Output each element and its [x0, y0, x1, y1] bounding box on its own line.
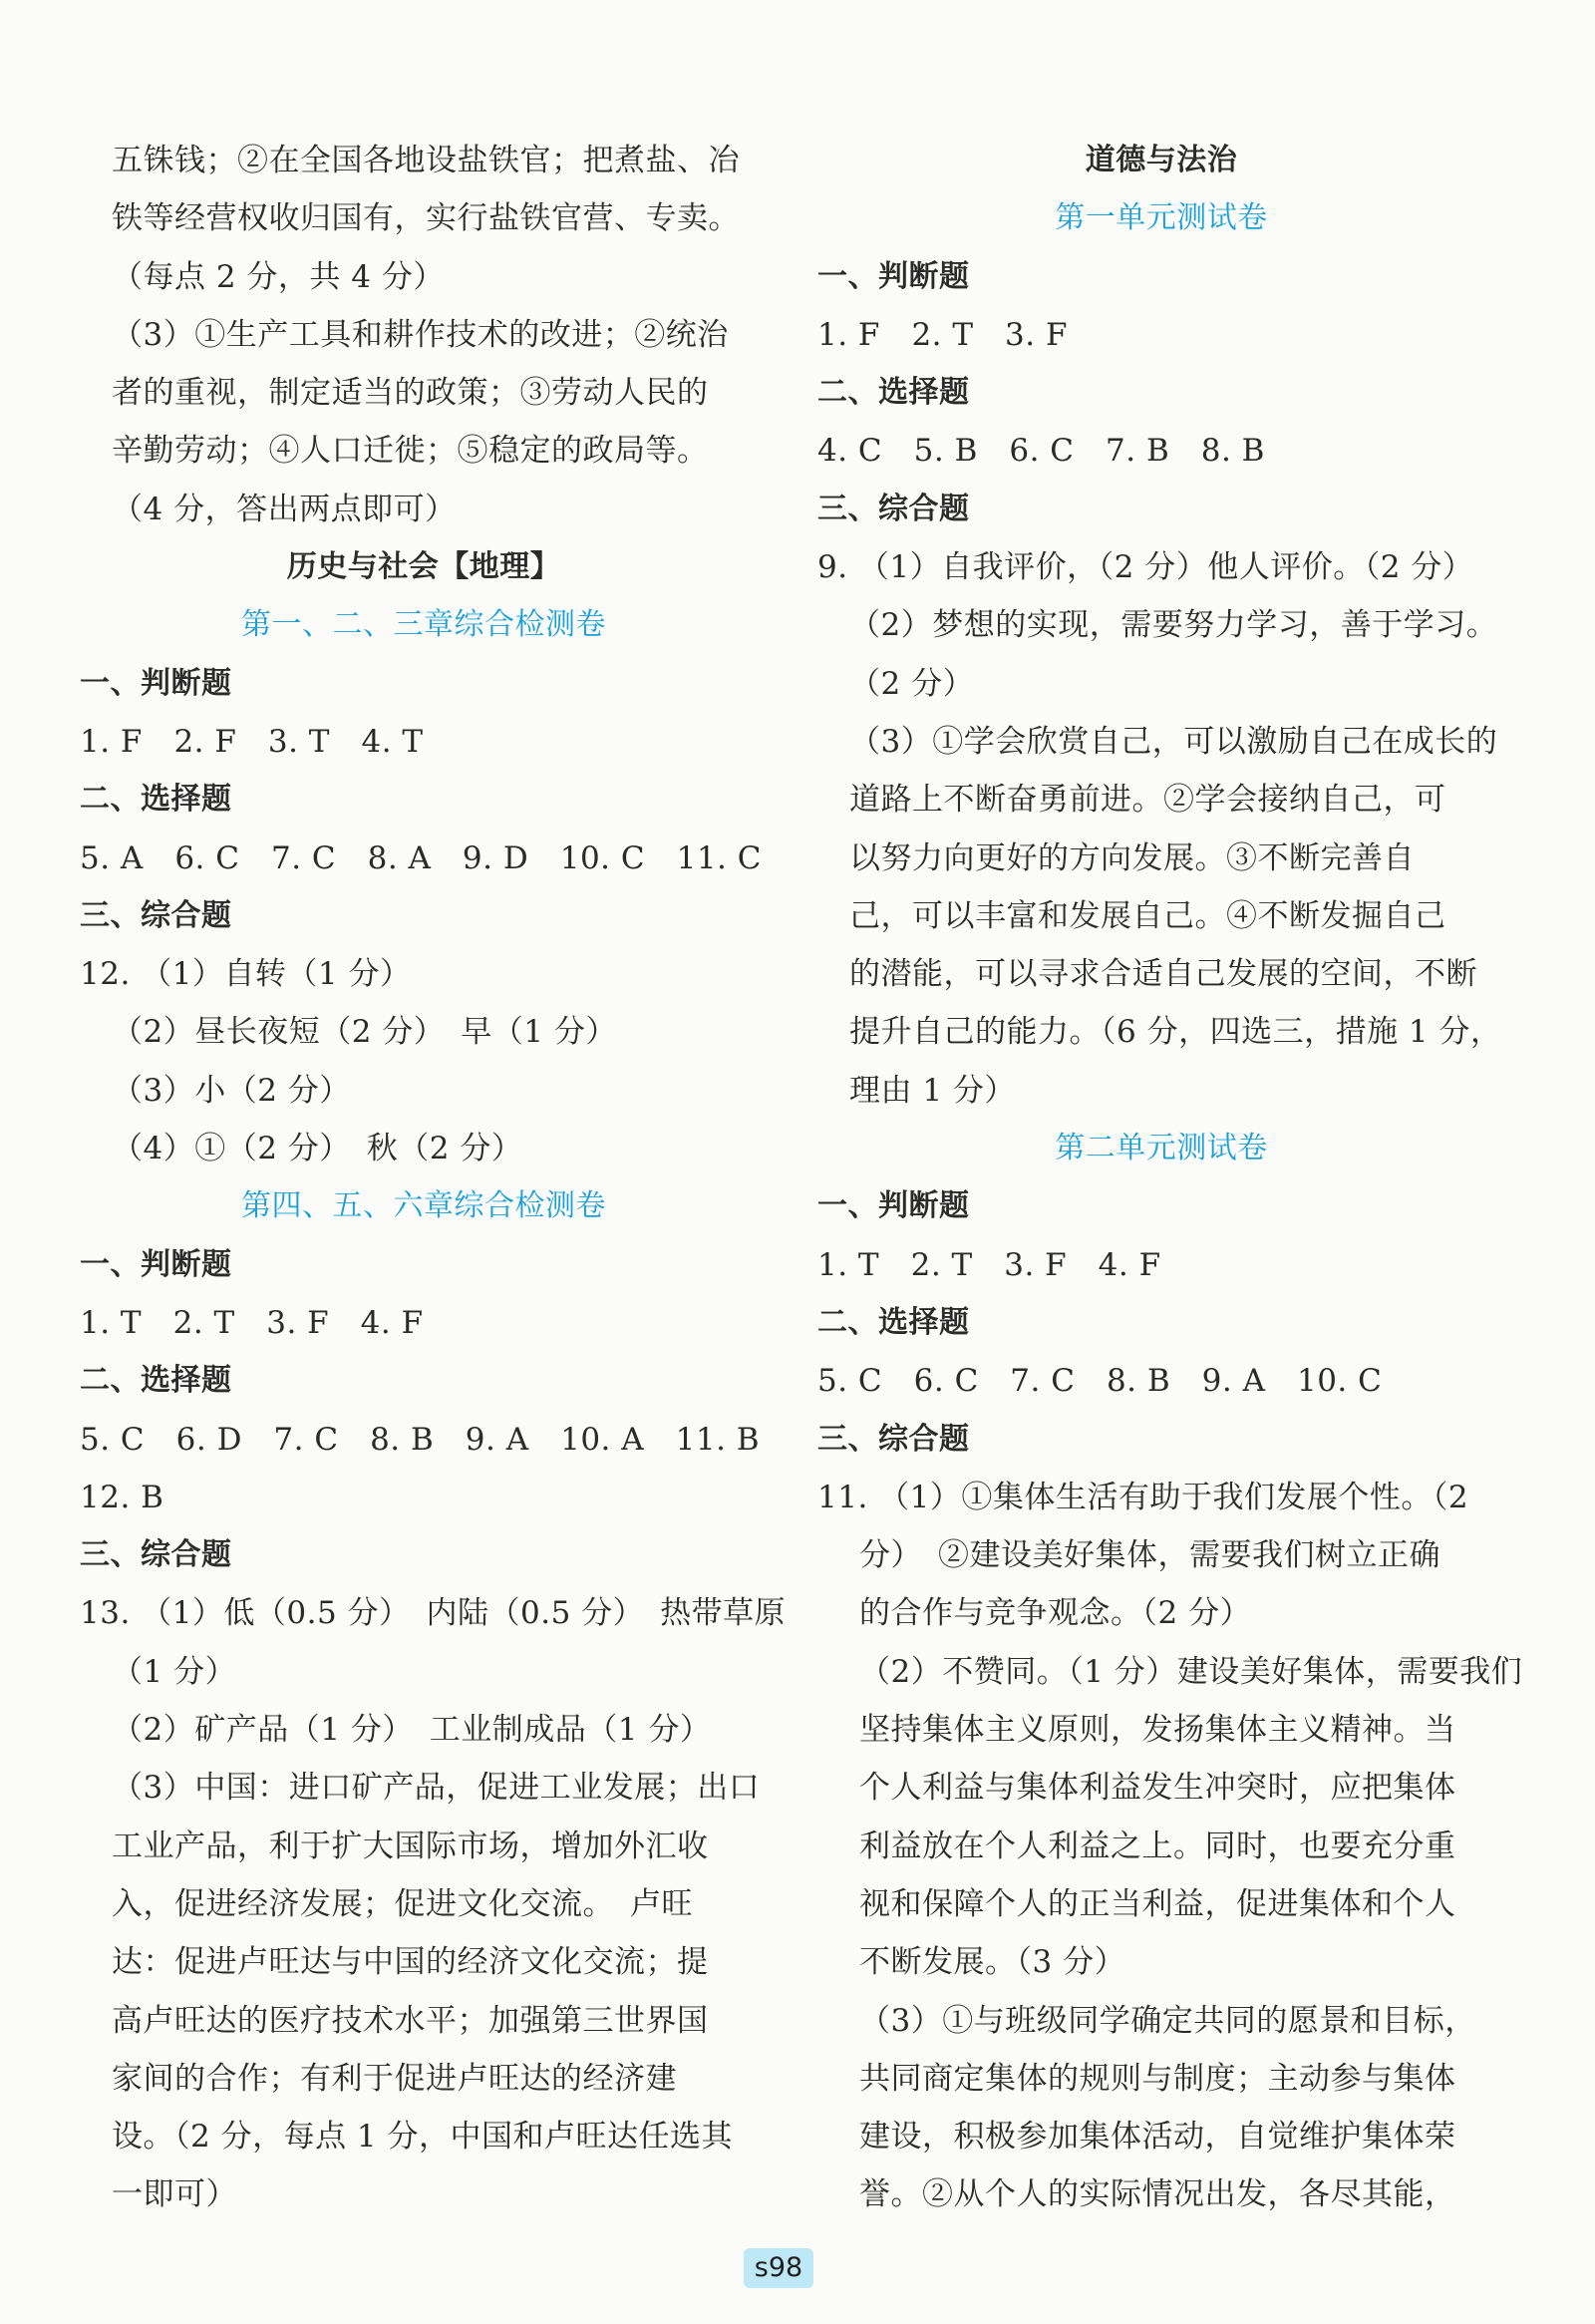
answer-line: （3）中国：进口矿产品，促进工业发展；出口: [112, 1770, 761, 1807]
answer-line: （2）昼长夜短（2 分） 早（1 分）: [112, 1014, 617, 1051]
question-type-heading: 二、选择题: [817, 375, 970, 411]
subject-title: 道德与法治: [1085, 143, 1238, 177]
answer-line: （2）梦想的实现，需要努力学习，善于学习。: [849, 607, 1498, 644]
answer-line: 视和保障个人的正当利益，促进集体和个人: [859, 1885, 1456, 1922]
answer-line: 1. F 2. F 3. T 4. T: [80, 723, 424, 760]
answer-line: 誉。②从个人的实际情况出发，各尽其能，: [859, 2176, 1456, 2213]
section-title: 第二单元测试卷: [1055, 1131, 1268, 1166]
answer-line: 分） ②建设美好集体，需要我们树立正确: [859, 1537, 1440, 1574]
answer-line: （3）①与班级同学确定共同的愿景和目标，: [859, 2002, 1476, 2039]
answer-line: 的合作与竞争观念。（2 分）: [859, 1595, 1252, 1632]
answer-line: 一即可）: [112, 2176, 237, 2213]
answer-line: 个人利益与集体利益发生冲突时，应把集体: [859, 1770, 1456, 1807]
text-line: 五铢钱；②在全国各地设盐铁官；把煮盐、冶: [112, 143, 740, 178]
answer-line: 达：促进卢旺达与中国的经济文化交流；提: [112, 1944, 709, 1981]
answer-line: 坚持集体主义原则，发扬集体主义精神。当: [859, 1712, 1456, 1749]
question-type-heading: 一、判断题: [80, 665, 232, 701]
answer-line: 11. （1）①集体生活有助于我们发展个性。（2: [817, 1479, 1469, 1515]
answer-line: 共同商定集体的规则与制度；主动参与集体: [859, 2060, 1456, 2097]
answer-line: 5. A 6. C 7. C 8. A 9. D 10. C 11. C: [80, 839, 762, 876]
section-title: 第四、五、六章综合检测卷: [241, 1188, 606, 1224]
question-type-heading: 二、选择题: [817, 1304, 970, 1340]
answer-line: 以努力向更好的方向发展。③不断完善自: [849, 839, 1415, 876]
answer-line: 建设，积极参加集体活动，自觉维护集体荣: [859, 2119, 1456, 2156]
text-line: 者的重视，制定适当的政策；③劳动人民的: [112, 375, 709, 412]
answer-line: （2）不赞同。（1 分）建设美好集体，需要我们: [859, 1653, 1523, 1690]
answer-line: 12. （1）自转（1 分）: [80, 956, 412, 993]
question-type-heading: 二、选择题: [80, 782, 232, 818]
text-line: （每点 2 分，共 4 分）: [112, 258, 445, 295]
question-type-heading: 三、综合题: [817, 491, 970, 526]
text-line: （4 分，答出两点即可）: [112, 491, 457, 527]
question-type-heading: 三、综合题: [817, 1421, 970, 1457]
answer-line: 5. C 6. C 7. C 8. B 9. A 10. C: [817, 1363, 1383, 1400]
answer-line: 道路上不断奋勇前进。②学会接纳自己，可: [849, 782, 1446, 819]
answer-line: （2 分）: [849, 665, 975, 702]
text-line: 铁等经营权收归国有，实行盐铁官营、专卖。: [112, 200, 740, 237]
answer-line: 1. F 2. T 3. F: [817, 316, 1068, 353]
answer-line: 入，促进经济发展；促进文化交流。 卢旺: [112, 1885, 693, 1922]
answer-line: 提升自己的能力。（6 分，四选三，措施 1 分，: [849, 1014, 1502, 1051]
answer-line: （3）小（2 分）: [112, 1072, 351, 1109]
question-type-heading: 三、综合题: [80, 1537, 232, 1573]
page-number-badge: s98: [744, 2248, 813, 2288]
right-column: [817, 132, 1523, 2224]
question-type-heading: 一、判断题: [817, 1188, 970, 1224]
answer-line: 高卢旺达的医疗技术水平；加强第三世界国: [112, 2002, 709, 2039]
answer-line: 利益放在个人利益之上。同时，也要充分重: [859, 1827, 1456, 1864]
answer-line: 9. （1）自我评价，（2 分）他人评价。（2 分）: [817, 549, 1474, 586]
text-line: 辛勤劳动；④人口迁徙；⑤稳定的政局等。: [112, 433, 709, 470]
answer-line: 理由 1 分）: [849, 1072, 1016, 1109]
answer-line: 5. C 6. D 7. C 8. B 9. A 10. A 11. B: [80, 1421, 761, 1458]
answer-line: 己，可以丰富和发展自己。④不断发掘自己: [849, 897, 1446, 934]
answer-line: 不断发展。（3 分）: [859, 1944, 1126, 1981]
text-line: （3）①生产工具和耕作技术的改进；②统治: [112, 316, 729, 353]
left-column: [80, 132, 787, 2224]
answer-line: 设。（2 分，每点 1 分，中国和卢旺达任选其: [112, 2119, 734, 2156]
question-type-heading: 三、综合题: [80, 897, 232, 933]
answer-line: 12. B: [80, 1479, 164, 1515]
answer-line: 13. （1）低（0.5 分） 内陆（0.5 分） 热带草原: [80, 1595, 787, 1632]
answer-line: 1. T 2. T 3. F 4. F: [80, 1304, 424, 1341]
question-type-heading: 二、选择题: [80, 1363, 232, 1399]
answer-line: 4. C 5. B 6. C 7. B 8. B: [817, 433, 1265, 470]
question-type-heading: 一、判断题: [80, 1246, 232, 1282]
answer-line: 家间的合作；有利于促进卢旺达的经济建: [112, 2060, 677, 2097]
answer-line: 工业产品，利于扩大国际市场，增加外汇收: [112, 1827, 709, 1864]
question-type-heading: 一、判断题: [817, 258, 970, 294]
answer-line: （1 分）: [112, 1653, 237, 1690]
answer-line: 的潜能，可以寻求合适自己发展的空间，不断: [849, 956, 1477, 993]
answer-line: （3）①学会欣赏自己，可以激励自己在成长的: [849, 723, 1498, 760]
subject-title: 历史与社会【地理】: [286, 549, 561, 585]
answer-line: 1. T 2. T 3. F 4. F: [817, 1246, 1161, 1283]
answer-line: （4）①（2 分） 秋（2 分）: [112, 1131, 523, 1167]
section-title: 第一、二、三章综合检测卷: [241, 607, 606, 643]
section-title: 第一单元测试卷: [1055, 200, 1268, 236]
answer-line: （2）矿产品（1 分） 工业制成品（1 分）: [112, 1712, 712, 1749]
